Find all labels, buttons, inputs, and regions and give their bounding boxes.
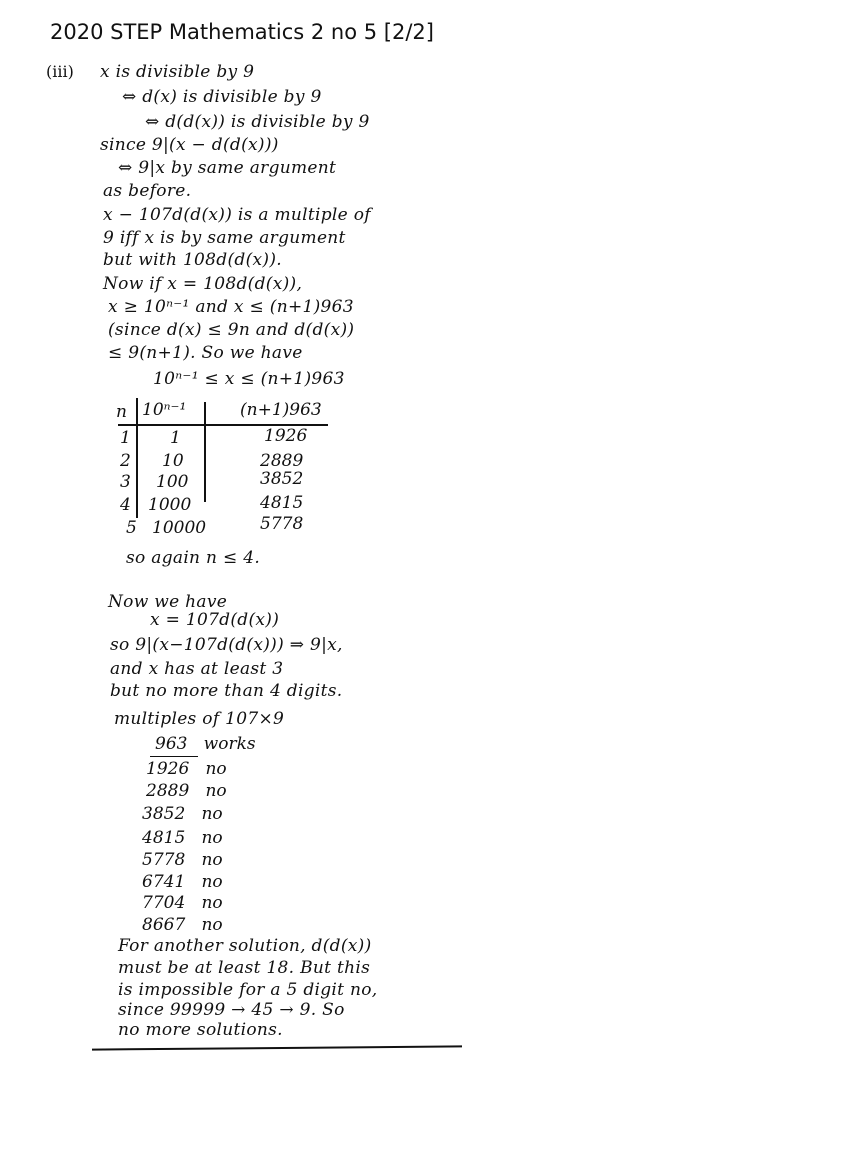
table-divider [204, 402, 206, 502]
table-cell: 10 [162, 451, 184, 471]
solution-line: x = 107d(d(x)) [150, 610, 280, 630]
multiple-value: 6741 [142, 872, 186, 892]
table-cell: 5 [126, 518, 137, 538]
list-item [142, 893, 223, 913]
list-item [142, 804, 223, 824]
solution-line: no more solutions. [118, 1020, 283, 1040]
multiple-verdict: no [201, 872, 223, 892]
solution-line: 9 iff x is by same argument [103, 228, 346, 248]
solution-line: ⇔ d(d(x)) is divisible by 9 [145, 112, 370, 132]
solution-line: since 99999 → 45 → 9. So [118, 1000, 345, 1020]
solution-line: x − 107d(d(x)) is a multiple of [103, 205, 371, 225]
table-cell: 1000 [148, 495, 192, 515]
multiple-verdict: no [205, 781, 227, 801]
table-cell: 3852 [260, 469, 304, 489]
table-divider [136, 398, 138, 518]
solution-line: Now if x = 108d(d(x)), [103, 274, 303, 294]
page-title: 2020 STEP Mathematics 2 no 5 [2/2] [50, 20, 434, 44]
table-cell: 5778 [260, 514, 304, 534]
multiple-value: 5778 [142, 850, 186, 870]
list-item [142, 872, 223, 892]
table-cell: 100 [156, 472, 189, 492]
multiple-verdict: no [201, 850, 223, 870]
multiple-verdict: no [201, 915, 223, 935]
solution-line: as before. [103, 181, 192, 201]
table-cell: 10000 [152, 518, 207, 538]
table-cell: 2 [120, 451, 131, 471]
multiple-verdict: works [203, 734, 256, 754]
solution-line: x ≥ 10ⁿ⁻¹ and x ≤ (n+1)963 [108, 297, 354, 317]
solution-line: so 9|(x−107d(d(x))) ⇒ 9|x, [110, 635, 343, 655]
multiple-value: 1926 [146, 759, 190, 779]
multiple-value: 8667 [142, 915, 186, 935]
solution-line: ⇔ 9|x by same argument [118, 158, 337, 178]
multiple-value: 3852 [142, 804, 186, 824]
list-item [155, 734, 256, 754]
end-rule [92, 1045, 462, 1050]
solution-line: x is divisible by 9 [100, 62, 255, 82]
multiple-value: 7704 [142, 893, 186, 913]
list-item [146, 759, 227, 779]
solution-line: ⇔ d(x) is divisible by 9 [122, 87, 322, 107]
solution-line: but no more than 4 digits. [110, 681, 343, 701]
table-header-bound: (n+1)963 [240, 400, 322, 420]
multiple-value: 2889 [146, 781, 190, 801]
bounds-table [112, 398, 332, 540]
table-cell: 3 [120, 472, 131, 492]
multiple-verdict: no [201, 893, 223, 913]
solution-line: but with 108d(d(x)). [103, 250, 282, 270]
table-cell: 4 [120, 495, 131, 515]
multiple-value: 4815 [142, 828, 186, 848]
underline-mark [150, 756, 198, 757]
solution-line: (since d(x) ≤ 9n and d(d(x)) [108, 320, 355, 340]
table-cell: 1926 [264, 426, 308, 446]
solution-line: must be at least 18. But this [118, 958, 371, 978]
solution-line: multiples of 107×9 [114, 709, 285, 729]
solution-line: since 9|(x − d(d(x))) [100, 135, 279, 155]
multiple-verdict: no [201, 804, 223, 824]
part-label: (iii) [46, 62, 74, 81]
list-item [142, 850, 223, 870]
table-cell: 4815 [260, 493, 304, 513]
multiple-value: 963 [155, 734, 188, 754]
table-header-power: 10ⁿ⁻¹ [142, 400, 187, 420]
list-item [142, 828, 223, 848]
list-item [142, 915, 223, 935]
multiple-verdict: no [201, 828, 223, 848]
solution-line: 10ⁿ⁻¹ ≤ x ≤ (n+1)963 [153, 369, 345, 389]
solution-line: is impossible for a 5 digit no, [118, 980, 378, 1000]
table-cell: 1 [120, 428, 131, 448]
table-header-n: n [116, 402, 127, 422]
list-item [146, 781, 227, 801]
solution-line: ≤ 9(n+1). So we have [108, 343, 303, 363]
solution-line: Now we have [108, 592, 228, 612]
solution-line: and x has at least 3 [110, 659, 284, 679]
multiple-verdict: no [205, 759, 227, 779]
table-cell: 2889 [260, 451, 304, 471]
solution-line: For another solution, d(d(x)) [118, 936, 372, 956]
solution-line: so again n ≤ 4. [126, 548, 261, 568]
table-cell: 1 [170, 428, 181, 448]
